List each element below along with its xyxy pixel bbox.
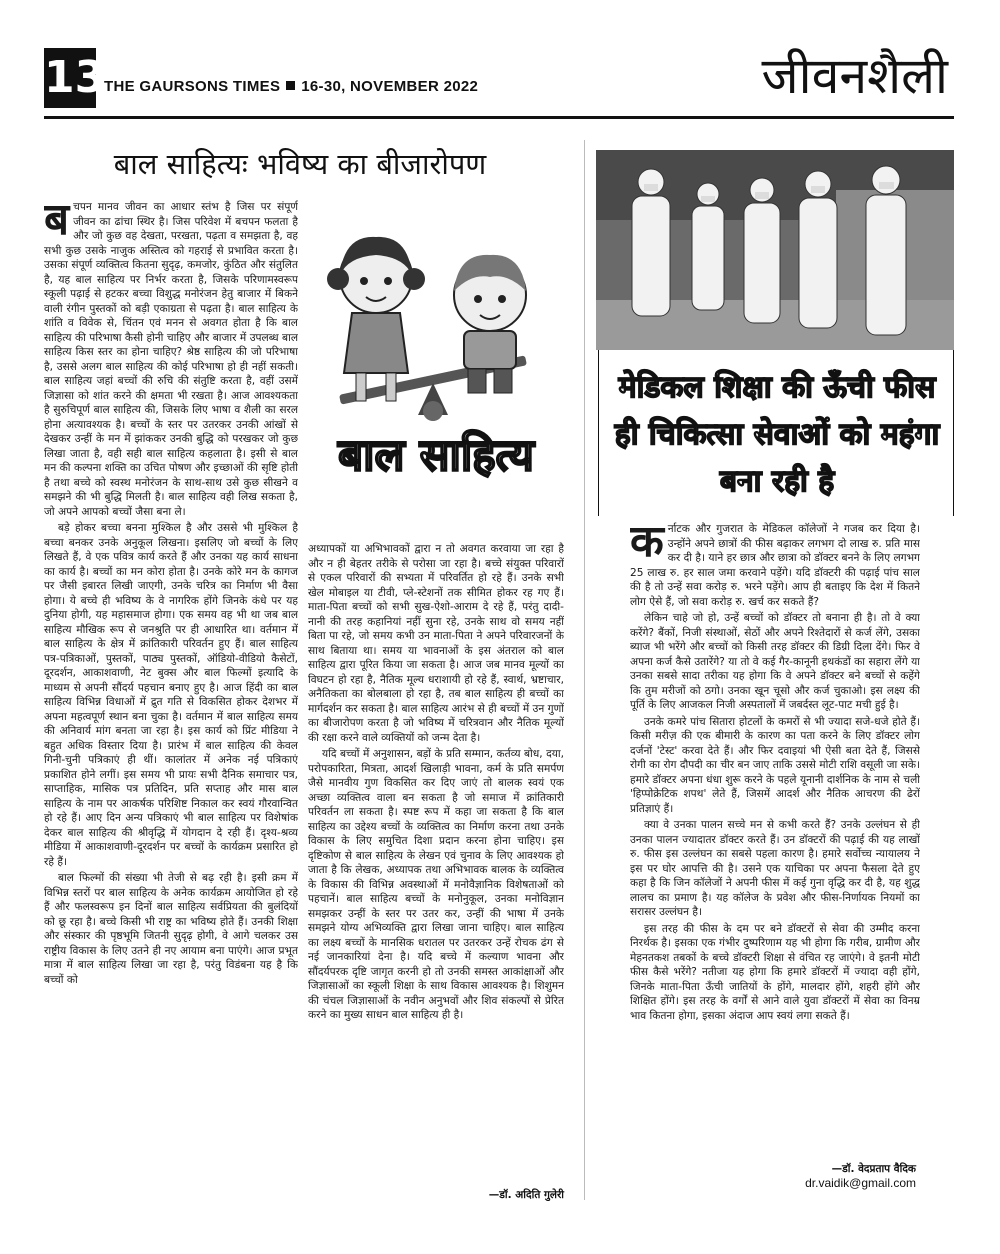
dropcap: क [630, 522, 664, 567]
header-rule [44, 116, 954, 119]
left-article-column-1 [44, 200, 298, 1204]
author-email: dr.vaidik@gmail.com [805, 1176, 916, 1190]
article-paragraph: क्या वे उनका पालन सच्चे मन से कभी करते हैं? उनके उल्लंघन से ही उनका पालन ज्यादातर डॉक्टर करते हैं। उन डॉक्टरों की पढ़ाई की यह लाखों रु. फीस इस उल्लंघन का सबसे पहला कारण है। हमारे सर्वोच्च न्यायालय ने इस पर घोर आपत्ति की है। उसने एक याचिका पर अपना फैसला देते हुए कहा है कि जिन कॉलेजों ने अपनी फीस में कई गुना वृद्धि कर दी है, यह शुद्ध लालच का प्रमाण है। यह कॉलेज के प्रवेश और फीस-निर्णायक नियमों का सरासर उल्लंघन है। [630, 819, 920, 918]
left-article-byline: —डॉ. अदिति गुलेरी [488, 1189, 564, 1201]
article-paragraph: बाल फिल्मों की संख्या भी तेजी से बढ़ रही है। इसी क्रम में विभिन्न स्तरों पर बाल साहित्य के अनेक कार्यक्रम आयोजित हो रहे हैं और फलस्वरूप इन दिनों बाल साहित्य सर्वप्रियता की बुलंदियों को छू रहा है। बच्चे किसी भी राष्ट्र का भविष्य होते हैं। उनकी शिक्षा और संस्कार की पृष्ठभूमि जितनी सुदृढ़ होगी, वे आगे चलकर उस राष्ट्रीय विकास के लिए उतने ही नए आयाम बना पाएंगे। आज प्रभूत मात्रा में बाल साहित्य लिखा जा रहा है, परंतु विडंबना यह है कि बच्चों को [44, 872, 298, 986]
article-paragraph: कर्नाटक और गुजरात के मेडिकल कॉलेजों ने गजब कर दिया है। उन्होंने अपने छात्रों की फीस बढ़ाकर लगभग दो लाख रु. प्रति मास कर दी है। याने हर छात्र और छात्रा को डॉक्टर बनने के लिए लगभग 25 लाख रु. हर साल जमा करवाने पड़ेंगे। यदि डॉक्टरी की पढ़ाई पांच साल की है तो उन्हें सवा करोड़ रु. भरने पड़ेंगे। आप ही बताइए कि देश में कितने लोग ऐसे हैं, जो सवा करोड़ रु. खर्च कर सकते हैं? [630, 522, 920, 608]
separator-square-icon [286, 81, 295, 90]
masthead [104, 78, 478, 95]
page-number: 13 [44, 48, 96, 108]
illustration-label: बाल साहित्य [338, 430, 534, 481]
article-paragraph: यदि बच्चों में अनुशासन, बड़ों के प्रति सम्मान, कर्तव्य बोध, दया, परोपकारिता, मित्रता, आदर्श खिलाड़ी भावना, कर्म के प्रति समर्पण जैसे मानवीय गुण विकसित कर दिए जाएं तो बालक स्वयं एक अच्छा व्यक्तित्व वाला बन सकता है जो समाज में क्रांतिकारी परिवर्तन ला सकता है। स्पष्ट रूप में कहा जा सकता है कि बाल साहित्य का उद्देश्य बच्चों के व्यक्तित्व का निर्माण करना तथा उनके विकास के लिए समुचित दिशा प्रदान करना होना चाहिए। इस दृष्टिकोण से बाल साहित्य के लेखन एवं चुनाव के लिए आवश्यक हो जाता है कि लेखक, अध्यापक तथा अभिभावक बालक के व्यक्तित्व के विकास की विभिन्न अवस्थाओं में मनोवैज्ञानिक विशेषताओं को पहचानें। बाल साहित्य बच्चों के मनोनुकूल, उनका मनोविज्ञान समझकर उन्हीं के स्तर पर उतर कर, उन्हीं की भाषा में उनके समझने योग्य अभिव्यक्ति द्वारा लिखा जाना चाहिए। बाल साहित्य का लक्ष्य बच्चों के मानसिक धरातल पर उतरकर उन्हें रोचक ढंग से नई जानकारियां देना है। यदि बच्चे में कल्याण भावना और सौंदर्यपरक दृष्टि जागृत करनी हो तो उनकी समस्त आकांक्षाओं और जिज्ञासाओं का स्कूली शिक्षा के साथ विकास आवश्यक है। शिशुमन की चंचल जिज्ञासाओं के नवीन अनुभवों और शिव संकल्पों से प्रेरित करने का मुख्य साधन बाल साहित्य ही है। [308, 748, 564, 1021]
article-paragraph: बड़े होकर बच्चा बनना मुश्किल है और उससे भी मुश्किल है बच्चा बनकर उनके अनुकूल लिखना। इसलिए जो बच्चों के लिए लिखते हैं, वे एक पवित्र कार्य करते हैं और उनका यह कार्य साधना का कार्य है। बच्चों का मन कोरा होता है। उनके कोरे मन के कागज पर जैसी इबारत लिखी जाएगी, उनके चरित्र का निर्माण भी वैसा होगा। ये बच्चे ही भविष्य के वे नागरिक होंगे जिनके कंधे पर यह दुनिया होगी, यह महासमाज होगा। एक समय वह भी था जब बाल साहित्य मौखिक रूप से जनश्रुति पर ही आधारित था। वर्तमान में बाल साहित्य के क्षेत्र में क्रांतिकारी परिवर्तन हुए हैं। बाल साहित्य पत्र-पत्रिकाओं, पुस्तकों, पाठ्य पुस्तकों, ऑडियो-वीडियो कैसेटों, दूरदर्शन, आकाशवाणी, नेट बुक्स और बाल फिल्मों इत्यादि के माध्यम से अपनी सौंदर्य पहचान बनाए हुए है। आज हिंदी का बाल साहित्य विभिन्न विधाओं में द्रुत गति से विकसित होकर देशभर में अपना महत्वपूर्ण स्थान बना चुका है। वर्तमान में बाल साहित्य समय की अनिवार्य मांग बनता जा रहा है। इस कार्य को प्रिंट मीडिया ने बहुत अधिक विस्तार दिया है। प्रारंभ में बाल साहित्य की केवल गिनी-चुनी पत्रिकाएं ही थीं। कालांतर में अनेक नई पत्रिकाएं प्रकाशित होने लगीं। इस समय भी प्रायः सभी दैनिक समाचार पत्र, साप्ताहिक, मासिक पत्र प्रतिदिन, प्रति सप्ताह और मास बाल साहित्य के नाम पर आकर्षक परिशिष्ट निकाल कर स्वयं गौरवान्वित हो रहे हैं। आए दिन अन्य पत्रिकाएं भी बाल साहित्य पर विशेषांक देकर बाल साहित्य की श्रीवृद्धि में योगदान दे रही हैं। दृश्य-श्रव्य मीडिया में आकाशवाणी-दूरदर्शन पर बच्चों के कार्यक्रम प्रसारित हो रहे हैं। [44, 522, 298, 868]
right-article-byline: —डॉ. वेदप्रताप वैदिक [831, 1163, 916, 1175]
article-paragraph: इस तरह की फीस के दम पर बने डॉक्टरों से सेवा की उम्मीद करना निरर्थक है। इसका एक गंभीर दुष्परिणाम यह भी होगा कि गरीब, ग्रामीण और मेहनतकश तबकों के बच्चे डॉक्टरी शिक्षा से वंचित रह जाएंगे। वे इतनी मोटी फीस कैसे भरेंगे? नतीजा यह होगा कि हमारे डॉक्टरों में ज्यादा वही होंगे, जिनके माता-पिता ऊँची जातियों के होंगे, मालदार होंगे, शहरी होंगे और शिक्षित होंगे। इस तरह के वर्गों से आने वाले युवा डॉक्टरों में सेवा का विनम्र भाव कितना होगा, इसका अंदाज आप स्वयं लगा सकते हैं। [630, 922, 920, 1022]
article-paragraph: लेकिन चाहे जो हो, उन्हें बच्चों को डॉक्टर तो बनाना ही है। तो वे क्या करेंगे? बैंकों, निजी संस्थाओं, सेठों और अपने रिश्तेदारों से कर्ज लेंगे, उसका ब्याज भी भरेंगे और बच्चों को किसी तरह डॉक्टर की डिग्री दिला देंगे। फिर वे अपना कर्ज कैसे उतारेंगे? या तो वे कई गैर-कानूनी हथकंडों का सहारा लेंगे या उनका सबसे सादा तरीका यह होगा कि वे अपने डॉक्टर बने बच्चों से कहेंगे कि तुम मरीजों को ठगो। उनका खून चूसो और कर्ज चुकाओ। इस लक्ष्य की पूर्ति के लिए आजकल निजी अस्पतालों में जबर्दस्त लूट-पाट मची हुई है। [630, 612, 920, 711]
article-paragraph: उनके कमरे पांच सितारा होटलों के कमरों से भी ज्यादा सजे-धजे होते हैं। किसी मरीज़ की एक बीमारी के कारण का पता करने के लिए डॉक्टर लोग दर्जनों 'टेस्ट' करवा देते हैं। और फिर दवाइयां भी ऐसी बता देते हैं, जिससे रोगी का रोग दौपदी का चीर बन जाए ताकि उससे मोटी राशि वसूली जा सके। हमारे डॉक्टर अपना धंधा शुरू करने के पहले यूनानी दार्शनिक के नाम से चली 'हिप्पोक्रेटिक शपथ' लेते हैं, जिसमें आदर्श और नैतिक आचरण की ढेरों प्रतिज्ञाएं हैं। [630, 715, 920, 815]
article-paragraph: अध्यापकों या अभिभावकों द्वारा न तो अवगत करवाया जा रहा है और न ही बेहतर तरीके से परोसा जा रहा है। बच्चे संयुक्त परिवारों से एकल परिवारों की सभ्यता में परिवर्तित हो रहे हैं। उनके सभी खेल मोबाइल या टीवी, प्ले-स्टेशनों तक सीमित होकर रह गए हैं। माता-पिता बच्चों को सभी सुख-ऐशो-आराम दे रहे हैं, परंतु दादी-नानी की तरह कहानियां नहीं सुना रहे, उनके साथ वो समय नहीं बिता पा रहे, जो समय कभी उन माता-पिता ने अपने परिवारजनों के साथ बिताया था। समय या भावनाओं के इस अंतराल को बाल साहित्य द्वारा पूरित किया जा सकता है। आज जब मानव मूल्यों का विघटन हो रहा है, नैतिक मूल्य धराशायी हो रहे हैं, स्वार्थ, भ्रष्टाचार, अनैतिकता का बोलबाला हो रहा है, तब बाल साहित्य ही बच्चों का मार्गदर्शन कर सकता है। बाल साहित्य आरंभ से ही बच्चों में उन गुणों का बीजारोपण करता है जो भविष्य में चरित्रवान और नैतिक मूल्यों की रक्षा करने वाले व्यक्तियों को जन्म देता है। [308, 543, 564, 744]
section-title: जीवनशैली [761, 47, 948, 105]
right-article-headline: मेडिकल शिक्षा की ऊँची फीस ही चिकित्सा सेवाओं को महंगा बना रही है [614, 370, 940, 499]
left-article-title: बाल साहित्यः भविष्य का बीजारोपण [113, 147, 487, 181]
medical-students-photo [596, 150, 954, 350]
right-article-column [630, 522, 920, 1122]
column-divider [584, 140, 585, 1200]
dropcap: ब [44, 200, 70, 245]
issue-date: 16-30, NOVEMBER 2022 [301, 78, 479, 95]
left-article-column-2 [308, 542, 564, 1202]
publication-name: THE GAURSONS TIMES [104, 78, 281, 95]
article-paragraph: बचपन मानव जीवन का आधार स्तंभ है जिस पर संपूर्ण जीवन का ढांचा स्थिर है। जिस परिवेश में बचपन फलता है और जो कुछ वह देखता, परखता, पढ़ता व समझता है, वह सभी कुछ उसके नाजुक अस्तित्व को गहराई से प्रभावित करता है। उसका संपूर्ण व्यक्तित्व कितना सुदृढ़, कमजोर, कुंठित और संतुलित है, यह बाल साहित्य पर निर्भर करता है, जिसके परिणामस्वरूप स्कूली पढ़ाई से हटकर बच्चा विशुद्ध मनोरंजन हेतु बाजार में बिकने वाली रंगीन पुस्तकों को बड़ी एकाग्रता से पढ़ता है। बाल साहित्य के शांति व विवेक से, चिंतन एवं मनन से अवगत होता है कि बाल साहित्य की परिभाषा कैसी होनी चाहिए और बाजार में उपलब्ध बाल साहित्य किस स्तर का होना चाहिए? श्रेष्ठ साहित्य की जो परिभाषा है, उससे अलग बाल साहित्य की कोई परिभाषा हो ही नहीं सकती। बाल साहित्य जहां बच्चों की रुचि की संतुष्टि करता है, वहीं उसमें जिज्ञासा को शांत करने की क्षमता भी रखता है। आज आवश्यकता है सुरुचिपूर्ण बाल साहित्य की, जिसके लिए भाषा व शैली का सरल होना अत्यावश्यक है। बच्चों के स्तर पर उतरकर उनकी आंखों से देखकर उन्हीं के मन में झांककर उनकी बुद्धि को परखकर जो कुछ लिखा जाता है, वही सही बाल साहित्य कहलाता है। इसी से बाल मन की कल्पना शक्ति का उचित पोषण और इच्छाओं की सृष्टि होती है तथा बच्चे को स्वस्थ मनोरंजन के साथ-साथ उसे कुछ सीखने व समझने की भी बुद्धि मिलती है। बाल साहित्य वही लिख सकता है, जो अपने आपको बच्चों जैसा बना ले। [44, 200, 298, 518]
